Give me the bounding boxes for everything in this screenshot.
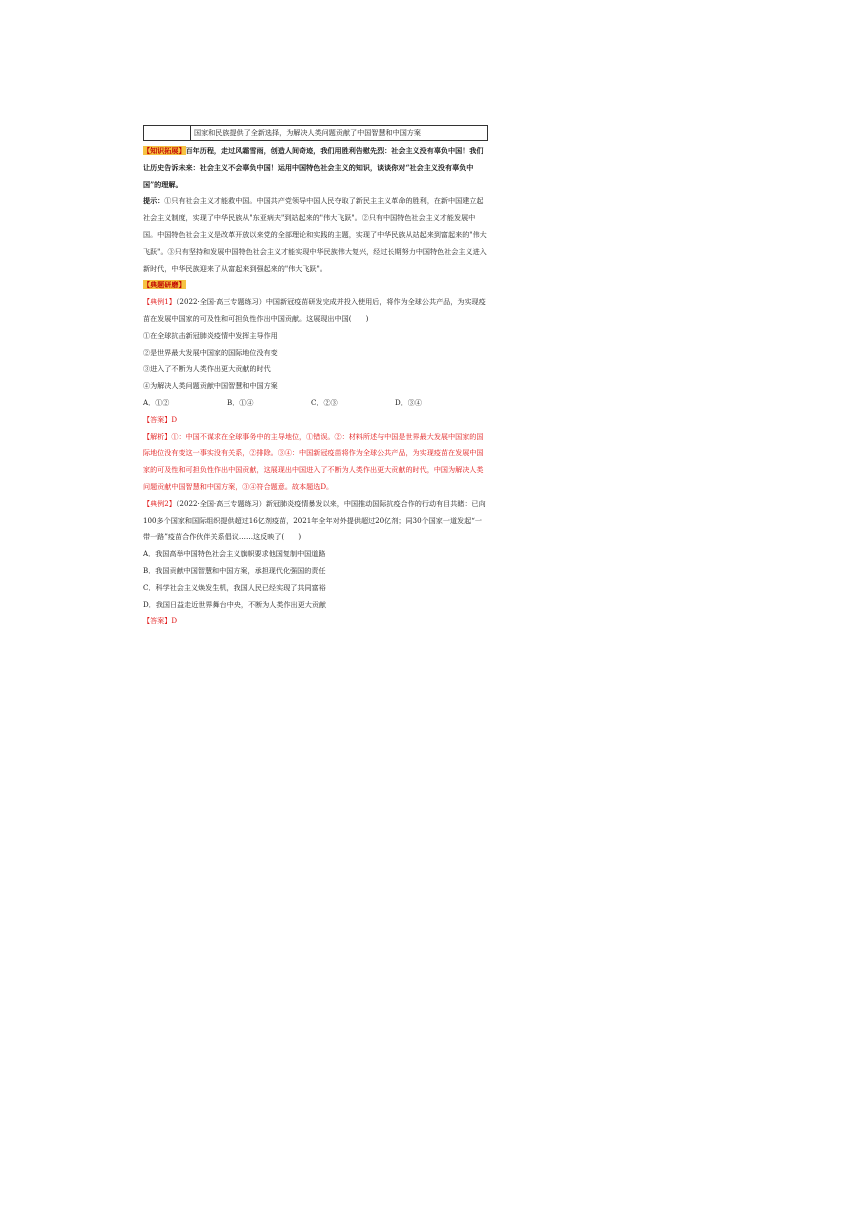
- example-2-option: D．我国日益走近世界舞台中央，不断为人类作出更大贡献: [143, 599, 327, 609]
- example-2-stem-text: （2022·全国·高三专题练习）新冠肺炎疫情暴发以来，中国推动国际抗疫合作的行动有目共睹：已向100多个国家和国际组织提供超过16亿剂疫苗，2021年全年对外提供超过20亿剂；同30个国家一道发起“一带一路”疫苗合作伙伴关系倡议……这反映了( ): [143, 498, 486, 542]
- example-1-label: 【典例1】: [143, 297, 176, 307]
- example-2-stem: [143, 496, 488, 546]
- summary-table: [143, 125, 488, 141]
- example-2-answer: [143, 613, 488, 630]
- hint-text: ①只有社会主义才能救中国。中国共产党领导中国人民夺取了新民主主义革命的胜利，在新中国建立起社会主义制度，实现了中华民族从"东亚病夫"到站起来的"伟大飞跃"。②只有中国特色社会主义才能发展中国。中国特色社会主义是改革开放以来党的全部理论和实践的主题，实现了中华民族从站起来到富起来的"伟大飞跃"。③只有坚持和发展中国特色社会主义才能实现中华民族伟大复兴，经过长期努力中国特色社会主义进入新时代，中华民族迎来了从富起来到强起来的"伟大飞跃"。: [143, 196, 487, 273]
- knowledge-question: [143, 143, 488, 193]
- example-1-stem: [143, 294, 488, 328]
- knowledge-tag: 【知识拓展】: [143, 146, 186, 155]
- example-1-analysis: [143, 429, 488, 496]
- answer-label: 【答案】: [143, 414, 172, 424]
- knowledge-question-text: 百年历程，走过风霜雪雨，创造人间奇迹，我们用胜利告慰先烈：社会主义没有辜负中国！我们让历史告诉未来：社会主义不会辜负中国！运用中国特色社会主义的知识，谈谈你对“社会主义没有辜负中国”的理解。: [143, 146, 484, 189]
- section-tag: 【典题研磨】: [143, 280, 186, 290]
- example-1-item: ②是世界最大发展中国家的国际地位没有变: [143, 347, 278, 357]
- example-1-answer: [143, 412, 488, 429]
- table-cell-empty: [144, 126, 191, 141]
- example-1-item: ③进入了不断为人类作出更大贡献的时代: [143, 364, 271, 374]
- example-1-stem-text: （2022·全国·高三专题练习）中国新冠疫苗研发完成并投入使用后，将作为全球公共产品，为实现疫苗在发展中国家的可及性和可担负性作出中国贡献。这展现出中国( ): [143, 297, 486, 323]
- answer-value: D: [171, 414, 178, 424]
- option-d: D．③④: [395, 397, 422, 407]
- option-c: C．②③: [311, 397, 338, 407]
- analysis-label: 【解析】: [143, 431, 172, 441]
- example-1-item: ④为解决人类问题贡献中国智慧和中国方案: [143, 381, 278, 391]
- example-2-label: 【典例2】: [143, 498, 176, 508]
- example-1-item: ①在全球抗击新冠肺炎疫情中发挥主导作用: [143, 330, 278, 340]
- example-2-option: A．我国高举中国特色社会主义旗帜要求他国复制中国道路: [143, 549, 326, 559]
- answer-label: 【答案】: [143, 616, 172, 626]
- table-cell-text: 国家和民族提供了全新选择，为解决人类问题贡献了中国智慧和中国方案: [191, 126, 488, 141]
- answer-value: D: [171, 616, 178, 626]
- analysis-text: ①：中国不谋求在全球事务中的主导地位，①错误。②：材料所述与中国是世界最大发展中国家的国际地位没有变这一事实没有关系，②排除。③④：中国新冠疫苗将作为全球公共产品，为实现疫苗在发展中国家的可及性和可担负性作出中国贡献，这展现出中国进入了不断为人类作出更大贡献的时代，中国为解决人类问题贡献中国智慧和中国方案，③④符合题意。故本题选D。: [143, 431, 484, 491]
- example-1-options: [143, 395, 488, 412]
- example-2-option: C．科学社会主义焕发生机，我国人民已经实现了共同富裕: [143, 582, 326, 592]
- knowledge-hint: [143, 193, 488, 277]
- option-b: B．①④: [227, 397, 254, 407]
- table-row: [144, 126, 488, 141]
- section-heading: [143, 277, 488, 294]
- hint-label: 提示：: [143, 196, 165, 206]
- example-2-option: B．我国贡献中国智慧和中国方案，承担现代化强国的责任: [143, 565, 326, 575]
- option-a: A．①②: [143, 397, 170, 407]
- content: [143, 125, 488, 630]
